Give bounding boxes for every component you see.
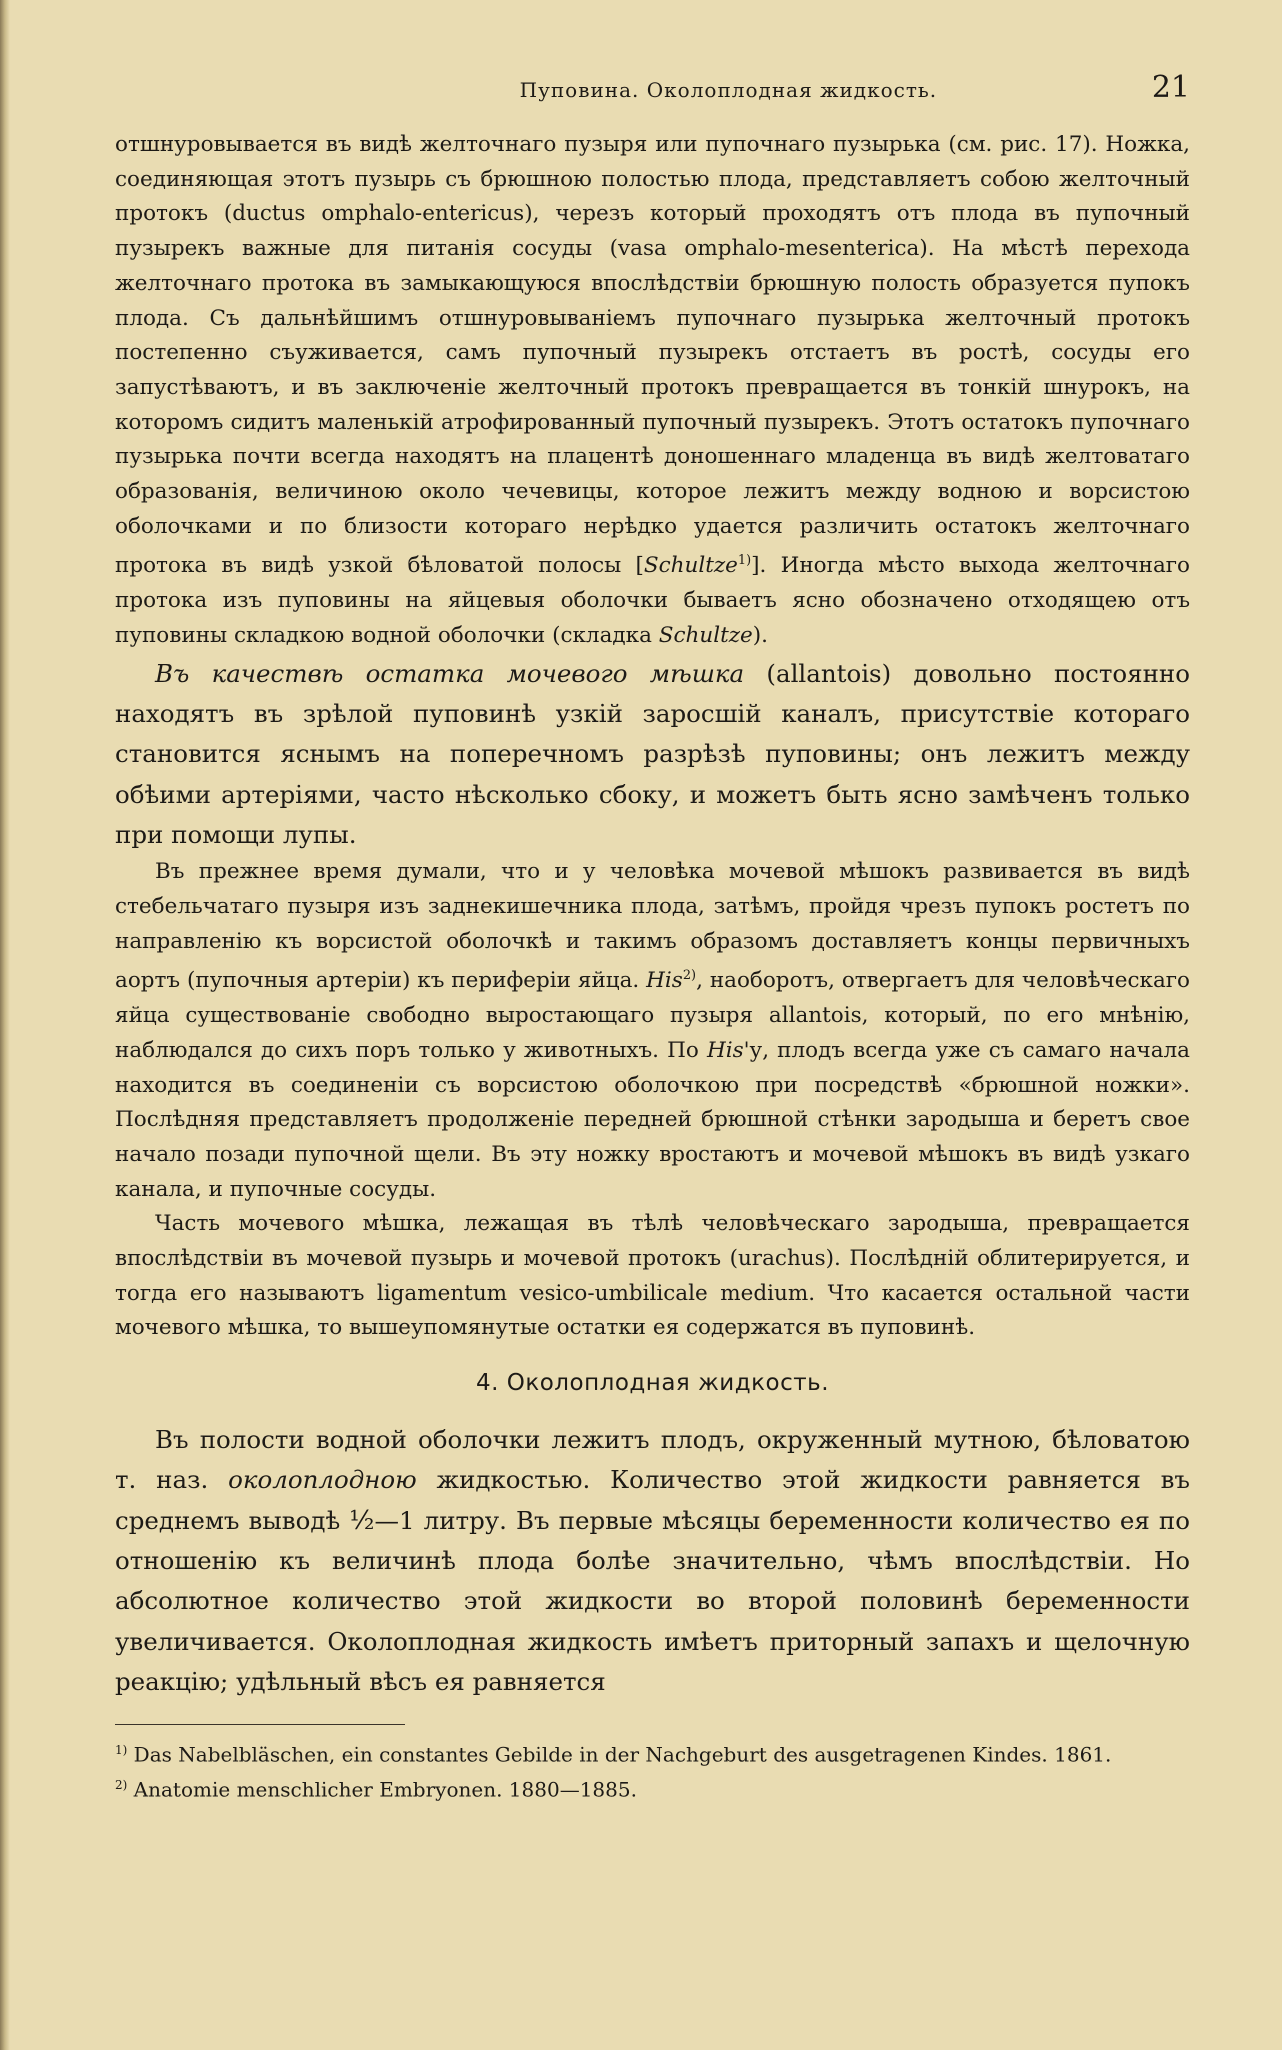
citation-his: His — [706, 1037, 744, 1063]
footnote-mark: 1) — [115, 1743, 128, 1758]
text-run: , наоборотъ, отвергаетъ для человѣческаго яйца существованіе свободно выростающаго пузыря allantois, который, по его мнѣнію, наблюдался до сихъ поръ только у животныхъ. По — [115, 968, 1190, 1063]
footnote-2 — [115, 1770, 1190, 1805]
running-head — [115, 70, 1190, 122]
citation-schultze: Schultze — [658, 623, 753, 648]
footnote-text: Das Nabelbläschen, ein constantes Gebilde in der Nachgeburt des ausgetragenen Kindes. 1861. — [127, 1742, 1112, 1767]
book-page — [115, 70, 1190, 1805]
text-run: ). — [752, 623, 769, 648]
italic-phrase: Въ качествѣ остатка мочевого мѣшка — [155, 658, 745, 688]
citation-schultze: Schultze — [643, 553, 738, 579]
text-run: отшнуровывается въ видѣ желточнаго пузыря или пупочнаго пузырька (см. рис. 17). Ножка, соединяющая этотъ пузырь съ брюшною полостью плода, представляетъ собою желточный протокъ (ductus omphalo-entericus), черезъ который проходятъ отъ плода въ пупочный пузырекъ важные для питанія сосуды (vasa omphalo-mesenterica). На мѣстѣ перехода желточнаго протока въ замыкающуюся впослѣдствіи брюшную полость образуется пупокъ плода. Съ дальнѣйшимъ отшнуровываніемъ пупочнаго пузырька желточный протокъ постепенно съуживается, самъ пупочный пузырекъ отстаетъ въ ростѣ, сосуды его запустѣваютъ, и въ заключеніе желточный протокъ превращается въ тонкій шнурокъ, на которомъ сидитъ маленькій атрофированный пупочный пузырекъ. Этотъ остатокъ пупочнаго пузырька почти всегда находятъ на плацентѣ доношеннаго младенца въ видѣ желтоватаго образованія, величиною около чечевицы, которое лежитъ между водною и ворсистою оболочками и по близости котораго нерѣдко удается различить остатокъ желточнаго протока въ видѣ узкой бѣловатой полосы [ — [115, 132, 1190, 579]
section-heading: 4. Околоплодная жидкость. — [475, 1370, 830, 1397]
citation-his: His — [646, 968, 683, 994]
scan-edge — [0, 0, 10, 2050]
page-number: 21 — [1151, 70, 1190, 105]
paragraph-yolk-sac: отшнуровывается въ видѣ желточнаго пузыря или пупочнаго пузырька (см. рис. 17). Ножка, соединяющая этотъ пузырь съ брюшною полостью плода, представляетъ собою желточный протокъ (ductus omphalo-entericus), черезъ который проходятъ отъ плода въ пупочный пузырекъ важные для питанія сосуды (vasa omphalo-mesenterica). На мѣстѣ перехода желточнаго протока въ замыкающуюся впослѣдствіи брюшную полость образуется пупокъ плода. Съ дальнѣйшимъ отшнуровываніемъ пупочнаго пузырька желточный протокъ постепенно съуживается, самъ пупочный пузырекъ отстаетъ въ ростѣ, сосуды его запустѣваютъ, и въ заключеніе желточный протокъ превращается въ тонкій шнурокъ, на которомъ сидитъ маленькій атрофированный пупочный пузырекъ. Этотъ остатокъ пупочнаго пузырька почти всегда находятъ на плацентѣ доношеннаго младенца въ видѣ желтоватаго образованія, величиною около чечевицы, которое лежитъ между водною и ворсистою оболочками и по близости котораго нерѣдко удается различить остатокъ желточнаго протока въ видѣ узкой бѣловатой полосы [Schultze$^{1)}$]. Иногда мѣсто выхода желточнаго протока изъ пуповины на яйцевыя оболочки бываетъ ясно обозначено отходящею отъ пуповины складкою водной оболочки (складка Schultze). — [115, 132, 1190, 648]
paragraph-amniotic-fluid — [115, 1420, 1190, 1702]
text-run: Въ прежнее время думали, что и у человѣка мочевой мѣшокъ развивается въ видѣ стебельчатаго пузыря изъ заднекишечника плода, затѣмъ, пройдя чрезъ пупокъ ростетъ по направленію къ ворсистой оболочкѣ и такимъ образомъ доставляетъ концы первичныхъ аортъ (пупочныя артеріи) къ периферіи яйца. — [115, 859, 1190, 994]
paragraph-urachus — [115, 1207, 1190, 1346]
text-run: Въ полости водной оболочки лежитъ плодъ, окруженный мутною, бѣловатою т. наз. — [115, 1425, 1190, 1495]
paragraph-allantois — [115, 654, 1190, 855]
footnote-divider — [115, 1724, 405, 1725]
footnote-1 — [115, 1735, 1190, 1770]
text-run: (allantois) довольно постоянно находятъ въ зрѣлой пуповинѣ узкій заросшій каналъ, присутствіе котораго становится яснымъ на поперечномъ разрѣзѣ пуповины; онъ лежитъ между обѣими артеріями, часто нѣсколько сбоку, и можетъ быть ясно замѣченъ только при помощи лупы. — [115, 658, 1190, 849]
footnote-mark: 2) — [115, 1777, 128, 1792]
italic-term: околоплодною — [228, 1465, 417, 1495]
text-run: ]. Иногда мѣсто выхода желточнаго протока изъ пуповины на яйцевыя оболочки бываетъ ясно обозначено отходящею отъ пуповины складкою водной оболочки (складка — [115, 553, 1190, 648]
footnote-ref-1: 1 — [737, 553, 747, 569]
text-run: Часть мочевого мѣшка, лежащая въ тѣлѣ человѣческаго зародыша, превращается впослѣдствіи въ мочевой пузырь и мочевой протокъ (urachus). Послѣдній облитерируется, и тогда его называютъ ligamentum vesico-umbilicale medium. Что касается остальной части мочевого мѣшка, то вышеупомянутые остатки ея содержатся въ пуповинѣ. — [115, 1211, 1190, 1341]
text-run: 'у, плодъ всегда уже съ самаго начала находится въ соединеніи съ ворсистою оболочкою при посредствѣ «брюшной ножки». Послѣдняя представляетъ продолженіе передней брюшной стѣнки зародыша и беретъ свое начало позади пупочной щели. Въ эту ножку вростаютъ и мочевой мѣшокъ въ видѣ узкаго канала, и пупочные сосуды. — [115, 1037, 1190, 1202]
running-title: Пуповина. Околоплодная жидкость. — [519, 78, 938, 102]
fraction: ½ — [349, 1505, 375, 1536]
paragraph-history: Въ прежнее время думали, что и у человѣка мочевой мѣшокъ развивается въ видѣ стебельчатаго пузыря изъ заднекишечника плода, затѣмъ, пройдя чрезъ пупокъ ростетъ по направленію къ ворсистой оболочкѣ и такимъ образомъ доставляетъ концы первичныхъ аортъ (пупочныя артеріи) къ периферіи яйца. His$^{2)}$, наоборотъ, отвергаетъ для человѣческаго яйца существованіе свободно выростающаго пузыря allantois, который, по его мнѣнію, наблюдался до сихъ поръ только у животныхъ. По His'у, плодъ всегда уже съ самаго начала находится въ соединеніи съ ворсистою оболочкою при посредствѣ «брюшной ножки». Послѣдняя представляетъ продолженіе передней брюшной стѣнки зародыша и беретъ свое начало позади пупочной щели. Въ эту ножку вростаютъ и мочевой мѣшокъ въ видѣ узкаго канала, и пупочные сосуды. — [115, 859, 1190, 1202]
footnote-ref-2: 2 — [682, 968, 692, 984]
text-run: жидкостью. Количество этой жидкости равняется въ среднемъ выводѣ — [115, 1465, 1190, 1535]
text-run: —1 литру. Въ первые мѣсяцы беременности количество ея по отношенію къ величинѣ плода болѣе значительно, чѣмъ впослѣдствіи. Но абсолютное количество этой жидкости во второй половинѣ беременности увеличивается. Околоплодная жидкость имѣетъ приторный запахъ и щелочную реакцію; удѣльный вѣсъ ея равняется — [115, 1505, 1191, 1696]
footnote-text: Anatomie menschlicher Embryonen. 1880—1885. — [127, 1777, 637, 1802]
